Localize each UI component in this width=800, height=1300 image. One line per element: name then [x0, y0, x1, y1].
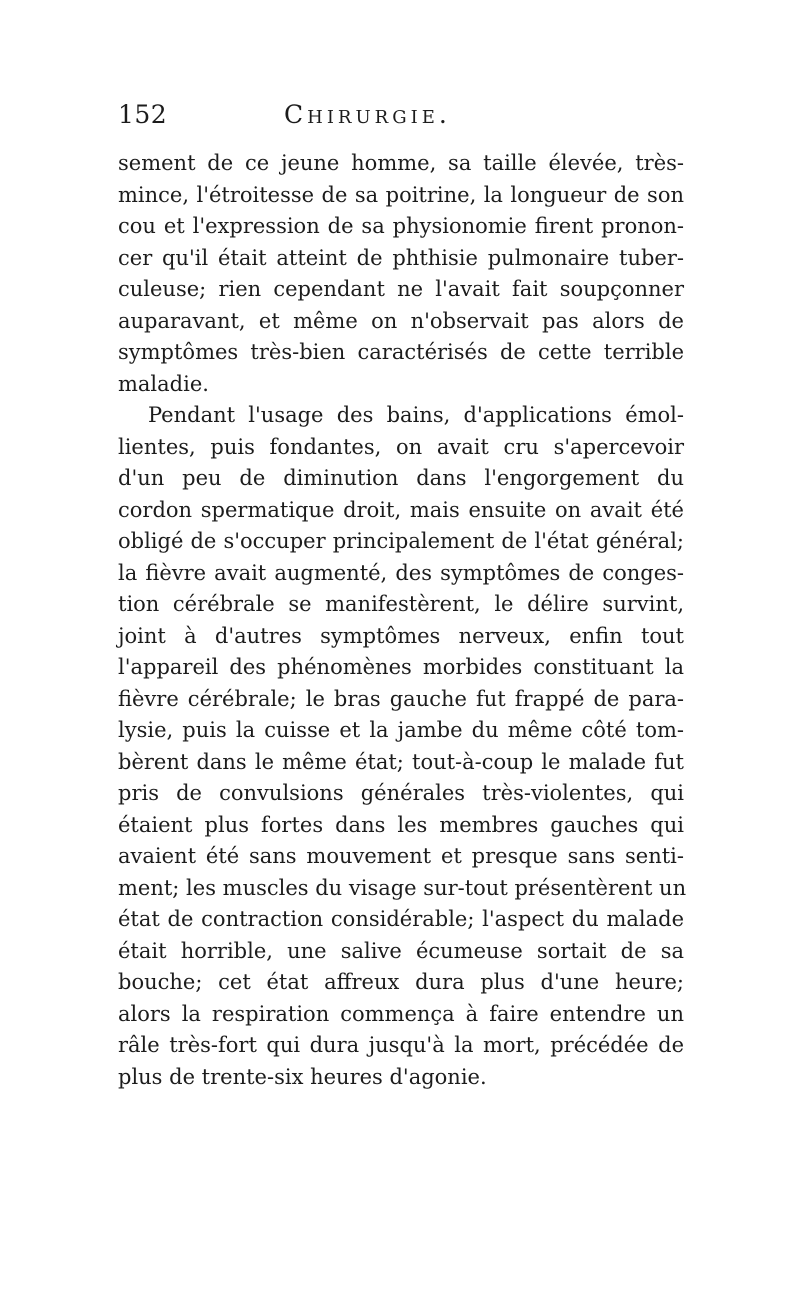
running-head: Chirurgie.	[284, 100, 451, 129]
text-line: avaient été sans mouvement et presque sans senti-	[118, 844, 684, 868]
text-line: symptômes très-bien caractérisés de cette terrible	[118, 340, 684, 364]
text-line: ment; les muscles du visage sur-tout présentèrent un	[118, 875, 687, 900]
text-line: la fièvre avait augmenté, des symptômes de conges-	[118, 560, 684, 585]
text-line: d'un peu de diminution dans l'engorgement du	[118, 466, 684, 490]
text-line: auparavant, et même on n'observait pas alors de	[118, 308, 684, 333]
text-line: pris de convulsions générales très-violentes, qui	[118, 781, 684, 805]
text-line: râle très-fort qui dura jusqu'à la mort, précédée de	[118, 1033, 684, 1057]
text-line: plus de trente-six heures d'agonie.	[118, 1064, 487, 1089]
text-line: sement de ce jeune homme, sa taille élevée, très-	[118, 151, 684, 175]
page-header	[118, 100, 684, 140]
text-line: fièvre cérébrale; le bras gauche fut frappé de para-	[118, 686, 684, 711]
text-line: l'appareil des phénomènes morbides constituant la	[118, 655, 684, 679]
body-text	[118, 148, 687, 1093]
page-number: 152	[118, 100, 168, 129]
text-line: bèrent dans le même état; tout-à-coup le malade fut	[118, 749, 684, 774]
text-line: lientes, puis fondantes, on avait cru s'apercevoir	[118, 434, 684, 459]
text-line: état de contraction considérable; l'aspect du malade	[118, 907, 684, 931]
text-line: joint à d'autres symptômes nerveux, enfin tout	[118, 623, 684, 648]
text-line: Pendant l'usage des bains, d'applications émol-	[148, 403, 684, 427]
text-line: tion cérébrale se manifestèrent, le délire survint,	[118, 592, 684, 616]
text-line: alors la respiration commença à faire entendre un	[118, 1001, 684, 1026]
text-line: cordon spermatique droit, mais ensuite on avait été	[118, 497, 684, 522]
text-line: était horrible, une salive écumeuse sortait de sa	[118, 938, 684, 963]
text-line: bouche; cet état affreux dura plus d'une heure;	[118, 970, 684, 994]
text-line: lysie, puis la cuisse et la jambe du même côté tom-	[118, 718, 684, 742]
text-line: maladie.	[118, 371, 209, 396]
text-line: cou et l'expression de sa physionomie firent pronon-	[118, 214, 684, 238]
text-line: culeuse; rien cependant ne l'avait fait soupçonner	[118, 277, 684, 301]
text-line: obligé de s'occuper principalement de l'état général;	[118, 529, 684, 553]
text-line: étaient plus fortes dans les membres gauches qui	[118, 812, 684, 837]
text-line: mince, l'étroitesse de sa poitrine, la longueur de son	[118, 182, 684, 207]
text-line: cer qu'il était atteint de phthisie pulmonaire tuber-	[118, 245, 684, 270]
